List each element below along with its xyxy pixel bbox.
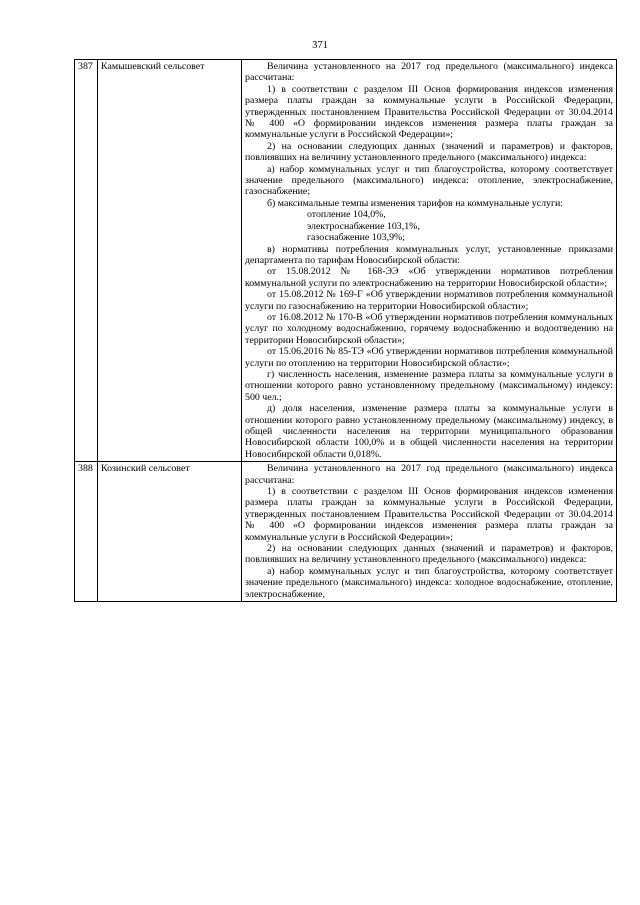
index-description [242,60,617,462]
paragraph: 1) в соответствии с разделом III Основ формирования индексов изменения размера платы граждан за коммунальные услуги в Российской Федерации, утвержденных постановлением Правительства Российской Федерации от 30.04.2014 № 400 «О формировании индексов изменения размера платы граждан за коммунальные услуги в Российской Федерации»; [245,486,613,543]
table-row [75,462,617,602]
index-table [74,59,617,602]
paragraph: в) нормативы потребления коммунальных услуг, установленные приказами департамента по тарифам Новосибирской области: [245,243,613,266]
municipality-name: Камышевский сельсовет [98,60,242,462]
municipality-name: Козинский сельсовет [98,462,242,602]
row-number: 387 [75,60,98,462]
table-row [75,60,617,462]
paragraph: 1) в соответствии с разделом III Основ формирования индексов изменения размера платы граждан за коммунальные услуги в Российской Федерации, утвержденных постановлением Правительства Российской Федерации от 30.04.2014 № 400 «О формировании индексов изменения размера платы граждан за коммунальные услуги в Российской Федерации»; [245,83,613,141]
page-number: 371 [312,40,328,51]
paragraph: Величина установленного на 2017 год предельного (максимального) индекса рассчитана: [245,61,613,84]
paragraph: г) численность населения, изменение размера платы за коммунальные услуги в отношении которого равно установленному предельному (максимальному) индексу: 500 чел.; [245,368,613,403]
paragraph: Величина установленного на 2017 год предельного (максимального) индекса рассчитана: [245,463,613,486]
tariff-list [245,209,613,243]
paragraph: а) набор коммунальных услуг и тип благоустройства, которому соответствует значение предельного (максимального) индекса: отопление, электроснабжение, газоснабжение; [245,163,613,198]
paragraph: 2) на основании следующих данных (значений и параметров) и факторов, повлиявших на величину установленного предельного (максимального) индекса: [245,543,613,566]
paragraph: от 15.06.2016 № 85-ТЭ «Об утверждении нормативов потребления коммунальной услуги по отоплению на территории Новосибирской области»; [245,346,613,369]
tariff-item: отопление 104,0%, [307,209,386,221]
tariff-item: электроснабжение 103,1%, [307,220,420,232]
paragraph: от 15.08.2012 № 168-ЭЭ «Об утверждении нормативов потребления коммунальной услуги по электроснабжению на территории Новосибирской области»; [245,266,613,289]
paragraph: б) максимальные темпы изменения тарифов на коммунальные услуги: [267,197,564,209]
paragraph: от 16.08.2012 № 170-В «Об утверждении нормативов потребления коммунальных услуг по холодному водоснабжению, горячему водоснабжению и водоотведению на территории Новосибирской области»; [245,311,613,346]
row-number: 388 [75,462,98,602]
paragraph: от 15.08.2012 № 169-Г «Об утверждении нормативов потребления коммунальной услуги по газоснабжению на территории Новосибирской области»; [245,289,613,312]
paragraph: а) набор коммунальных услуг и тип благоустройства, которому соответствует значение предельного (максимального) индекса: холодное водоснабжение, отопление, электроснабжение, [245,565,613,600]
paragraph: 2) на основании следующих данных (значений и параметров) и факторов, повлиявших на величину установленного предельного (максимального) индекса: [245,140,613,164]
index-description [242,462,617,602]
paragraph: д) доля населения, изменение размера платы за коммунальные услуги в отношении которого равно установленному предельному (максимальному) индексу, в общей численности населения на территории муниципального образования Новосибирской области 100,0% и в общей численности населения на территории Новосибирской области 0,018%. [245,403,613,460]
tariff-item: газоснабжение 103,9%; [307,232,405,244]
